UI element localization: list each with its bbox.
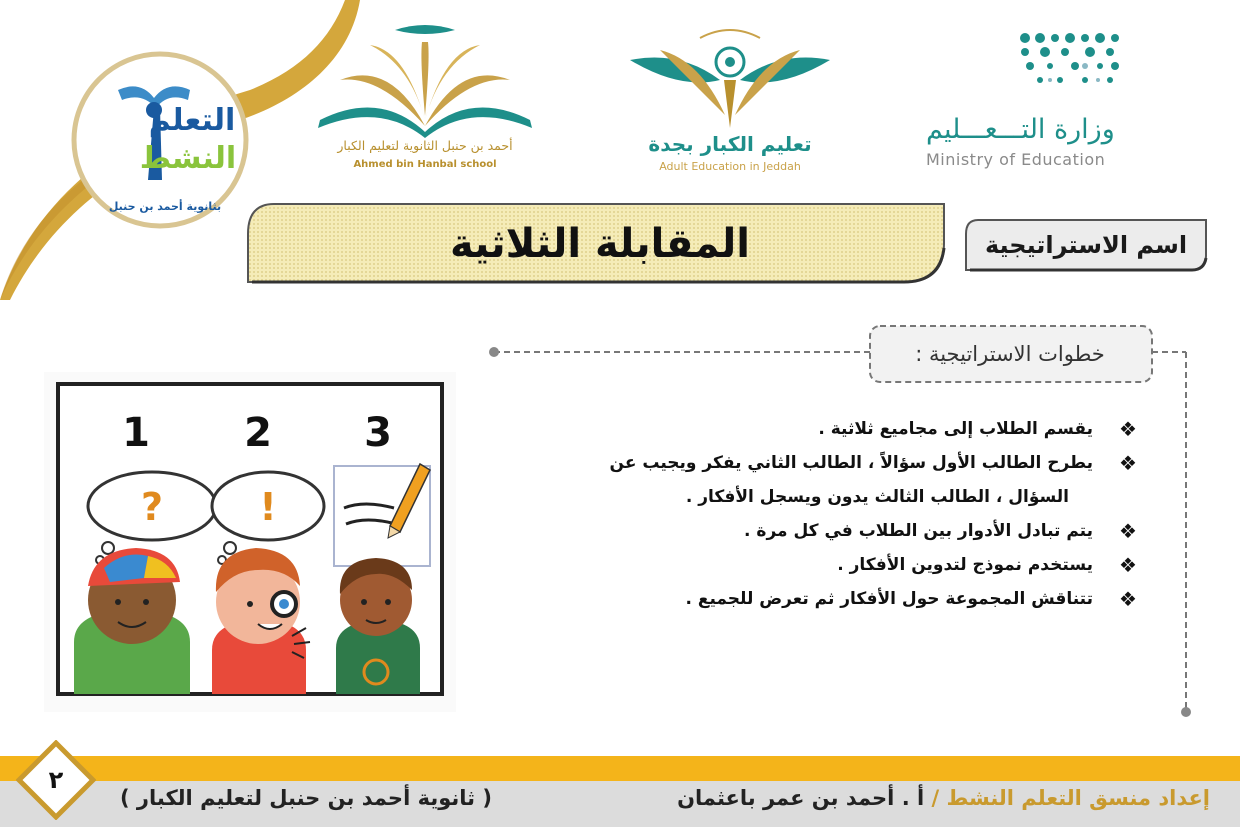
page-number: ٢ xyxy=(48,766,64,794)
prepared-by xyxy=(677,786,1210,810)
step-text: تتناقش المجموعة حول الأفكار ثم تعرض للجميع . xyxy=(685,589,1093,609)
diamond-bullet-icon: ❖ xyxy=(1119,417,1137,441)
step-text: يقسم الطلاب إلى مجاميع ثلاثية . xyxy=(818,419,1093,439)
list-item xyxy=(545,446,1145,514)
school-logo xyxy=(310,20,540,180)
question-bubble-text: ? xyxy=(140,485,164,529)
strategy-label: اسم الاستراتيجية xyxy=(984,231,1188,259)
active-learning-badge xyxy=(70,50,250,230)
list-item xyxy=(545,582,1145,616)
student-number-1: 1 xyxy=(122,410,150,456)
adult-education-name-en: Adult Education in Jeddah xyxy=(659,160,801,173)
diamond-bullet-icon: ❖ xyxy=(1119,587,1137,611)
badge-line2: النشط xyxy=(139,141,237,176)
student-number-3: 3 xyxy=(364,410,392,456)
diamond-bullet-icon: ❖ xyxy=(1119,519,1137,543)
step-text: يطرح الطالب الأول سؤالاً ، الطالب الثاني يفكر ويجيب عن xyxy=(609,453,1093,473)
ministry-name-en: Ministry of Education xyxy=(926,150,1106,169)
open-book-icon xyxy=(310,20,540,138)
three-students-illustration xyxy=(44,372,456,712)
list-item xyxy=(545,548,1145,582)
student-number-2: 2 xyxy=(244,410,272,456)
adult-education-logo xyxy=(620,20,840,180)
badge-subtitle: بثانوية أحمد بن حنبل xyxy=(108,200,222,213)
list-item xyxy=(545,412,1145,446)
school-name-ar: أحمد بن حنبل الثانوية لتعليم الكبار xyxy=(337,138,513,153)
dots-pattern-icon xyxy=(910,28,1120,108)
steps-list xyxy=(545,412,1145,616)
school-name-en: Ahmed bin Hanbal school xyxy=(353,159,497,170)
footer-gold-band xyxy=(0,756,1240,781)
footer-school: ( ثانوية أحمد بن حنبل لتعليم الكبار ) xyxy=(120,786,492,810)
step-text: يتم تبادل الأدوار بين الطلاب في كل مرة . xyxy=(744,521,1093,541)
diamond-bullet-icon: ❖ xyxy=(1119,553,1137,577)
adult-education-name-ar: تعليم الكبار بجدة xyxy=(648,132,812,156)
pen-wings-icon xyxy=(620,20,840,132)
ministry-logo xyxy=(910,28,1120,173)
step-text: يستخدم نموذج لتدوين الأفكار . xyxy=(837,555,1093,575)
prepared-by-prefix: إعداد منسق التعلم النشط / xyxy=(931,786,1210,810)
list-item xyxy=(545,514,1145,548)
prepared-by-name: أ . أحمد بن عمر باعثمان xyxy=(677,786,925,810)
strategy-title: المقابلة الثلاثية xyxy=(450,221,750,267)
diamond-bullet-icon: ❖ xyxy=(1119,451,1137,475)
step-text-continued: السؤال ، الطالب الثالث يدون ويسجل الأفكار . xyxy=(685,487,1069,507)
exclaim-bubble-text: ! xyxy=(259,485,277,529)
ministry-name-ar: وزارة التـــعـــليم xyxy=(926,114,1115,145)
badge-line1: التعلم xyxy=(148,103,236,138)
steps-label: خطوات الاستراتيجية : xyxy=(915,342,1105,366)
